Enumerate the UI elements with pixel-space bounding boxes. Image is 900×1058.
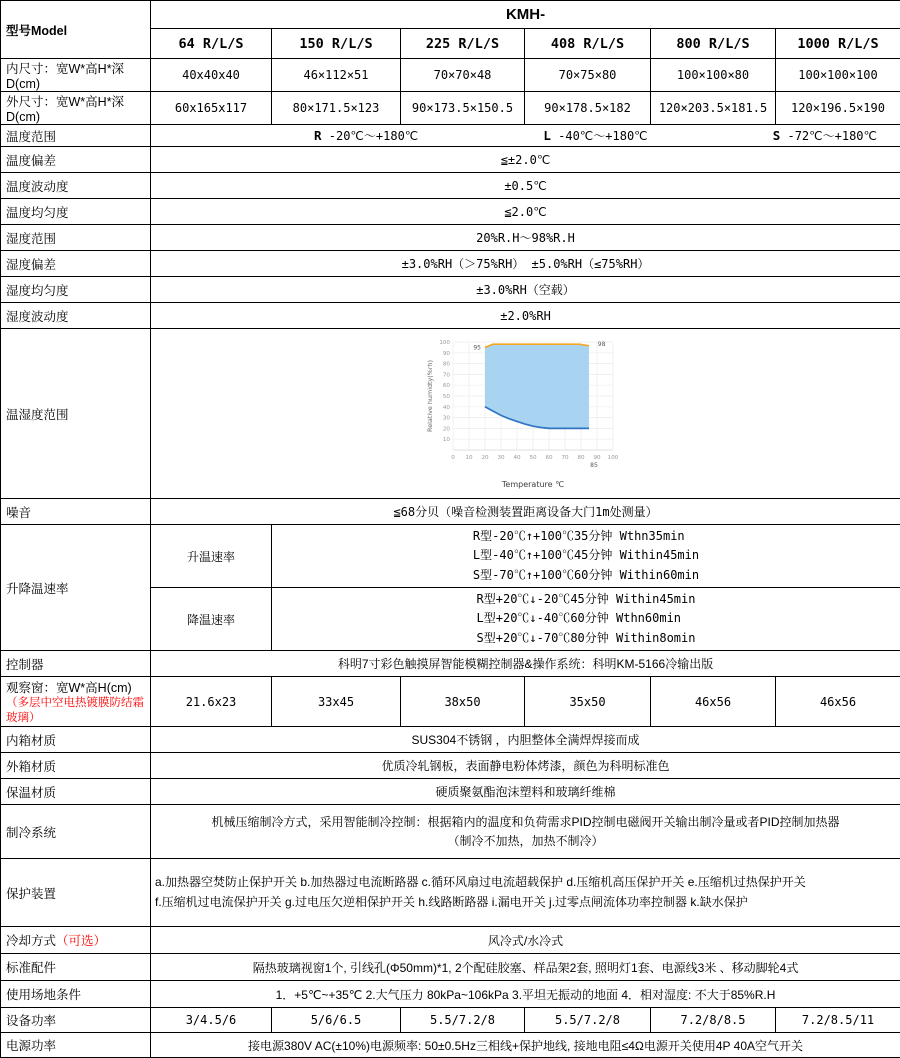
window-label-cell [1,677,151,727]
model-header-label: 型号Model [1,1,151,59]
outer-size-value: 60x165x117 [151,92,272,125]
inner-size-value: 100×100×80 [651,59,776,92]
heating-rate-label: 升温速率 [151,525,272,588]
cooling-method-label: 冷却方式 [6,934,56,948]
humidity-uniformity-label: 湿度均匀度 [1,277,151,303]
svg-text:10: 10 [443,437,451,443]
temp-humidity-range-cell [151,329,900,499]
equipment-power-label: 设备功率 [1,1008,151,1033]
inner-material-value: SUS304不锈钢 ，内胆整体全满焊焊接而成 [151,727,900,753]
cooling-rate-line: L型+20℃↓-40℃60分钟 Wthn60min [477,609,696,628]
temp-deviation-label: 温度偏差 [1,147,151,173]
model-col-150: 150 R/L/S [272,29,401,59]
window-size-value: 38x50 [401,677,525,727]
humidity-fluctuation-label: 湿度波动度 [1,303,151,329]
temp-fluctuation-label: 温度波动度 [1,173,151,199]
humidity-deviation-value: ±3.0%RH（＞75%RH） ±5.0%RH（≤75%RH） [151,251,900,277]
temp-deviation-value: ≦±2.0℃ [151,147,900,173]
svg-text:60: 60 [545,455,553,461]
svg-text:10: 10 [465,455,473,461]
svg-text:0: 0 [451,455,455,461]
outer-size-value: 90×178.5×182 [525,92,651,125]
temp-humidity-range-label: 温湿度范围 [1,329,151,499]
svg-text:100: 100 [439,340,450,346]
window-label: 观察窗：宽W*高H(cm) [6,678,147,696]
cooling-rate-line: R型+20℃↓-20℃45分钟 Within45min [477,590,696,609]
temp-range-L: L -40℃～+180℃ [543,127,647,144]
model-col-1000: 1000 R/L/S [776,29,900,59]
svg-text:Relative humidty(%rh): Relative humidty(%rh) [426,360,434,432]
heating-rate-line: R型-20℃↑+100℃35分钟 Wthn35min [473,527,699,546]
humidity-range-value: 20%R.H～98%R.H [151,225,900,251]
inner-size-value: 70×75×80 [525,59,651,92]
svg-text:40: 40 [443,405,451,411]
cooling-rate-label: 降温速率 [151,588,272,651]
svg-text:20: 20 [443,426,451,432]
inner-size-label: 内尺寸：宽W*高H*深D(cm) [1,59,151,92]
svg-text:30: 30 [443,416,451,422]
equipment-power-value: 3/4.5/6 [151,1008,272,1033]
protection-line2: f.压缩机过电流保护开关 g.过电压欠逆相保护开关 h.线路断路器 i.漏电开关 j.过零点闸流体功率控制器 k.缺水保护 [155,893,897,912]
power-supply-label: 电源功率 [1,1033,151,1058]
cooling-rate-values [272,588,900,651]
outer-size-label: 外尺寸：宽W*高H*深D(cm) [1,92,151,125]
humidity-uniformity-value: ±3.0%RH（空载） [151,277,900,303]
svg-text:30: 30 [497,455,505,461]
temp-uniformity-label: 温度均匀度 [1,199,151,225]
svg-text:Temperature ℃: Temperature ℃ [501,480,564,489]
refrigeration-value [151,805,900,859]
temp-fluctuation-value: ±0.5℃ [151,173,900,199]
outer-size-value: 120×196.5×190 [776,92,900,125]
controller-value: 科明7寸彩色触摸屏智能模糊控制器&操作系统：科明KM-5166冷输出版 [151,651,900,677]
humidity-deviation-label: 湿度偏差 [1,251,151,277]
humidity-fluctuation-value: ±2.0%RH [151,303,900,329]
cooling-method-optional-note: （可选） [56,934,106,948]
outer-size-value: 80×171.5×123 [272,92,401,125]
svg-text:100: 100 [608,455,619,461]
cooling-method-value: 风冷式/水冷式 [151,927,900,954]
cooling-rate-line: S型+20℃↓-70℃80分钟 Within8omin [477,629,696,648]
power-supply-value: 接电源380V AC(±10%)电源频率: 50±0.5Hz三相线+保护地线, 接地电阻≤4Ω电源开关使用4P 40A空气开关 [151,1033,900,1058]
ramp-label: 升降温速率 [1,525,151,651]
protection-line1: a.加热器空焚防止保护开关 b.加热器过电流断路器 c.循环风扇过电流超载保护 d.压缩机高压保护开关 e.压缩机过热保护开关 [155,873,897,892]
window-size-value: 46x56 [651,677,776,727]
equipment-power-value: 5.5/7.2/8 [401,1008,525,1033]
accessories-label: 标准配件 [1,954,151,981]
temp-range-label: 温度范围 [1,125,151,147]
svg-text:50: 50 [443,394,451,400]
heating-rate-line: L型-40℃↑+100℃45分钟 Within45min [473,546,699,565]
equipment-power-value: 7.2/8/8.5 [651,1008,776,1033]
temp-range-R: R -20℃～+180℃ [314,127,418,144]
site-conditions-value: 1．+5℃~+35℃ 2.大气压力 80kPa~106kPa 3.平坦无振动的地面 4．相对湿度: 不大于85%R.H [151,981,900,1008]
svg-text:20: 20 [481,455,489,461]
outer-size-value: 90×173.5×150.5 [401,92,525,125]
model-col-800: 800 R/L/S [651,29,776,59]
refrigeration-line1: 机械压缩制冷方式，采用智能制冷控制：根据箱内的温度和负荷需求PID控制电磁阀开关输出制冷量或者PID控制加热器 [154,813,897,832]
svg-text:70: 70 [561,455,569,461]
model-col-64: 64 R/L/S [151,29,272,59]
temp-range-values [151,125,900,147]
refrigeration-label: 制冷系统 [1,805,151,859]
insulation-value: 硬质聚氨酯泡沫塑料和玻璃纤维棉 [151,779,900,805]
inner-material-label: 内箱材质 [1,727,151,753]
cooling-method-label-cell [1,927,151,954]
svg-text:60: 60 [443,383,451,389]
refrigeration-line2: （制冷不加热，加热不制冷） [154,832,897,851]
equipment-power-value: 5.5/7.2/8 [525,1008,651,1033]
site-conditions-label: 使用场地条件 [1,981,151,1008]
svg-text:80: 80 [577,455,585,461]
equipment-power-value: 7.2/8.5/11 [776,1008,900,1033]
inner-size-value: 100×100×100 [776,59,900,92]
window-note: （多层中空电热镀膜防结霜玻璃） [6,696,147,725]
window-size-value: 35x50 [525,677,651,727]
controller-label: 控制器 [1,651,151,677]
noise-value: ≦68分贝（噪音检测装置距离设备大门1m处测量） [151,499,900,525]
svg-text:70: 70 [443,372,451,378]
model-col-225: 225 R/L/S [401,29,525,59]
temp-uniformity-value: ≦2.0℃ [151,199,900,225]
outer-material-value: 优质冷轧钢板，表面静电粉体烤漆，颜色为科明标准色 [151,753,900,779]
noise-label: 噪音 [1,499,151,525]
svg-text:85: 85 [590,462,598,469]
svg-text:95: 95 [473,344,481,351]
series-title: KMH- [151,1,900,29]
temp-humidity-chart [423,334,628,493]
heating-rate-line: S型-70℃↑+100℃60分钟 Within60min [473,566,699,585]
svg-text:40: 40 [513,455,521,461]
svg-text:98: 98 [598,341,606,348]
window-size-value: 46x56 [776,677,900,727]
humidity-range-label: 湿度范围 [1,225,151,251]
svg-text:50: 50 [529,455,537,461]
heating-rate-values [272,525,900,588]
svg-text:80: 80 [443,362,451,368]
insulation-label: 保温材质 [1,779,151,805]
window-size-value: 21.6x23 [151,677,272,727]
svg-text:90: 90 [443,351,451,357]
inner-size-value: 70×70×48 [401,59,525,92]
accessories-value: 隔热玻璃视窗1个, 引线孔(Φ50mm)*1, 2个配硅胶塞、样品架2套, 照明灯1套、电源线3米 、移动脚轮4式 [151,954,900,981]
window-size-value: 33x45 [272,677,401,727]
protection-label: 保护装置 [1,859,151,927]
outer-material-label: 外箱材质 [1,753,151,779]
temp-range-S: S -72℃～+180℃ [773,127,877,144]
model-col-408: 408 R/L/S [525,29,651,59]
inner-size-value: 46×112×51 [272,59,401,92]
svg-text:90: 90 [593,455,601,461]
inner-size-value: 40x40x40 [151,59,272,92]
equipment-power-value: 5/6/6.5 [272,1008,401,1033]
protection-value [151,859,900,927]
outer-size-value: 120×203.5×181.5 [651,92,776,125]
